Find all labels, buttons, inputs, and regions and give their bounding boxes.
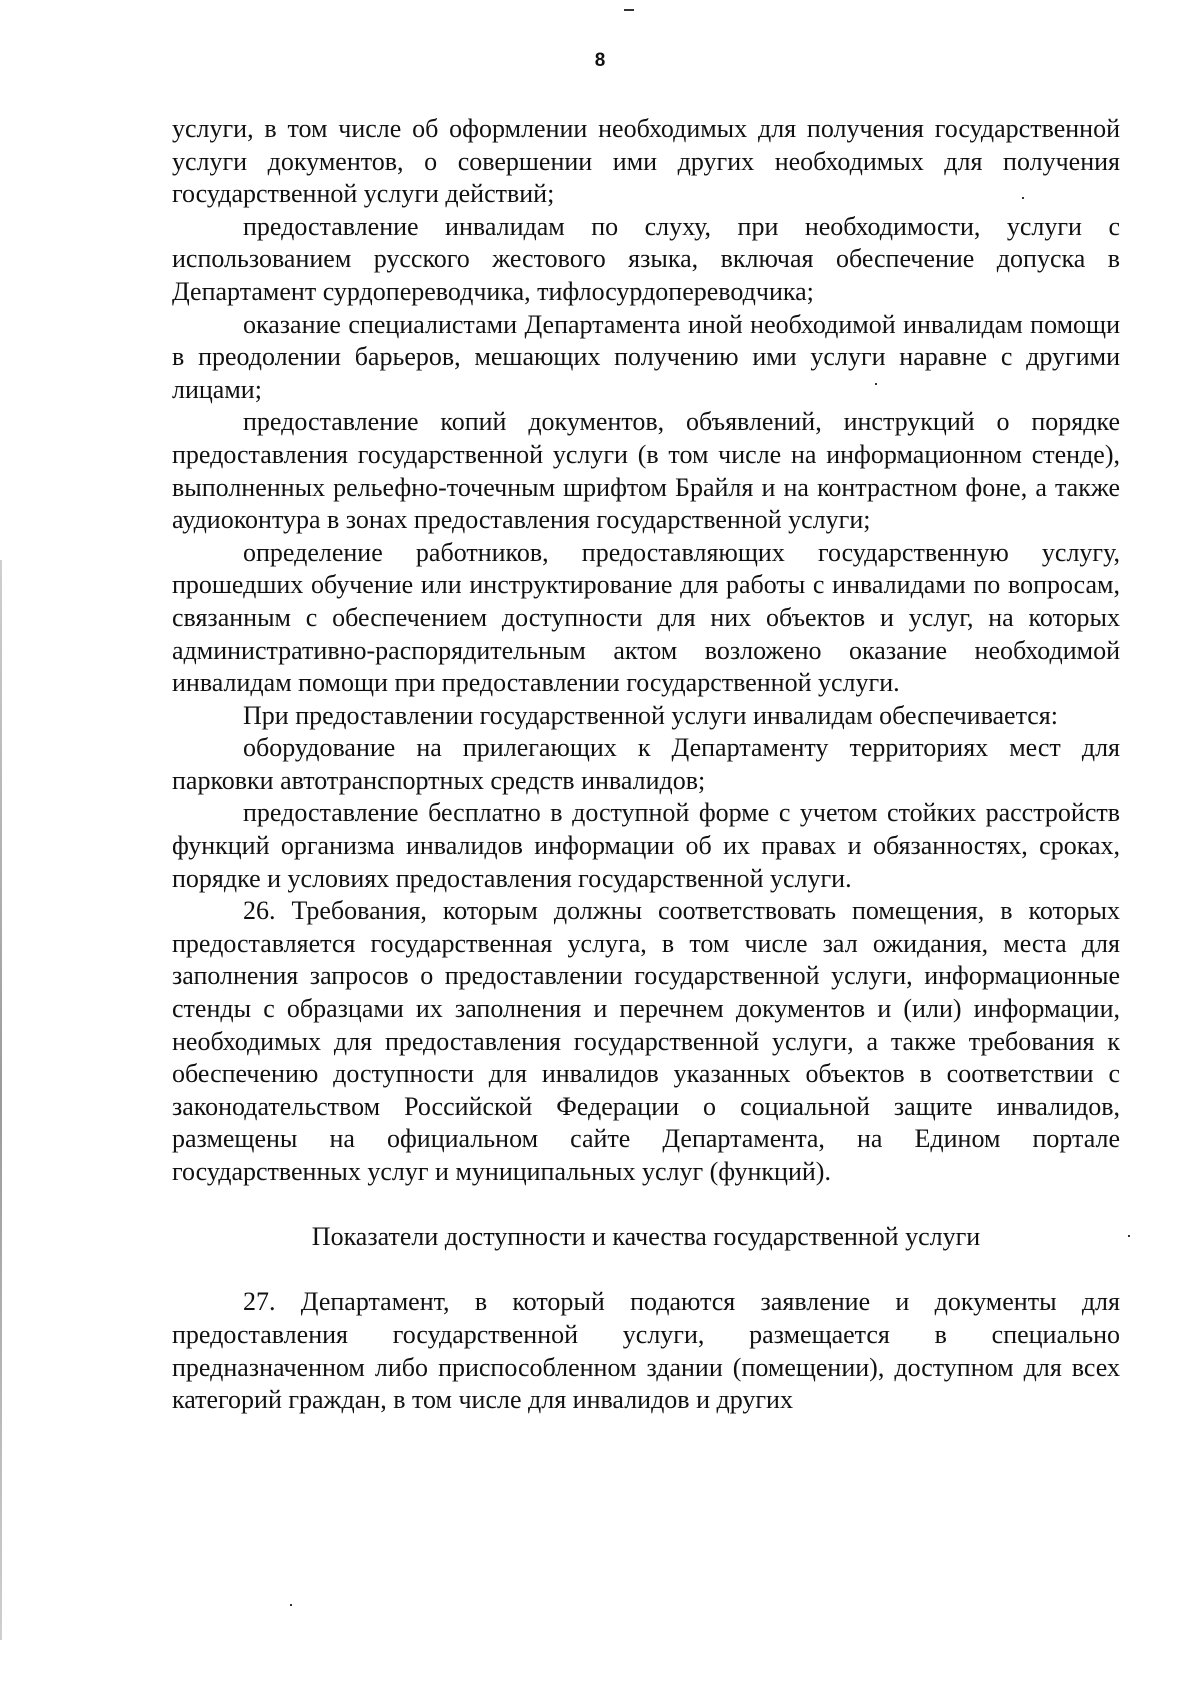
scan-dot: [1022, 197, 1024, 199]
scan-dot: [875, 383, 877, 385]
paragraph-assistance: оказание специалистами Департамента иной необходимой инвалидам помощи в преодолении барьеров, мешающих получению ими услуги наравне с другими лицами;: [172, 309, 1120, 404]
scan-edge-shadow: [0, 560, 2, 1640]
paragraph-sign-language: предоставление инвалидам по слуху, при необходимости, услуги с использованием русского жестового языка, включая обеспечение допуска в Департамент сурдопереводчика, тифлосурдопереводчика;: [172, 211, 1120, 306]
paragraph-parking: оборудование на прилегающих к Департаменту территориях мест для парковки автотранспортных средств инвалидов;: [172, 733, 1120, 795]
scan-dot: [1128, 1235, 1130, 1237]
paragraph-item-27: 27. Департамент, в который подаются заявление и документы для предоставления государственной услуги, размещается в специально предназначенном либо приспособленном здании (помещении), доступном для всех категорий граждан, в том числе для инвалидов и других: [172, 1287, 1120, 1415]
document-body: [172, 113, 1120, 1417]
page-number: 8: [594, 50, 606, 71]
paragraph-provision-intro: При предоставлении государственной услуги инвалидам обеспечивается:: [243, 700, 1058, 730]
paragraph-item-26: 26. Требования, которым должны соответствовать помещения, в которых предоставляется государственная услуга, в том числе зал ожидания, места для заполнения запросов о предоставлении государственной услуги, информационные стенды с образцами их заполнения и перечнем документов и (или) информации, необходимых для предоставления государственной услуги, а также требования к обеспечению доступности для инвалидов указанных объектов в соответствии с законодательством Российской Федерации о социальной защите инвалидов, размещены на официальном сайте Департамента, на Едином портале государственных услуг и муниципальных услуг (функций).: [172, 896, 1120, 1186]
paragraph-braille-copies: предоставление копий документов, объявлений, инструкций о порядке предоставления государственной услуги (в том числе на информационном стенде), выполненных рельефно-точечным шрифтом Брайля и на контрастном фоне, а также аудиоконтура в зонах предоставления государственной услуги;: [172, 407, 1120, 535]
scan-top-mark: [624, 9, 634, 11]
paragraph-continuation: услуги, в том числе об оформлении необходимых для получения государственной услуги документов, о совершении ими других необходимых для получения государственной услуги действий;: [172, 114, 1120, 209]
section-heading: Показатели доступности и качества государственной услуги: [311, 1222, 981, 1252]
paragraph-staff-training: определение работников, предоставляющих государственную услугу, прошедших обучение или инструктирование для работы с инвалидами по вопросам, связанным с обеспечением доступности для них объектов и услуг, на которых административно-распорядительным актом возложено оказание необходимой инвалидам помощи при предоставлении государственной услуги.: [172, 537, 1120, 698]
scan-dot: [290, 1604, 292, 1606]
paragraph-free-information: предоставление бесплатно в доступной форме с учетом стойких расстройств функций организма инвалидов информации об их правах и обязанностях, сроках, порядке и условиях предоставления государственной услуги.: [172, 798, 1120, 893]
